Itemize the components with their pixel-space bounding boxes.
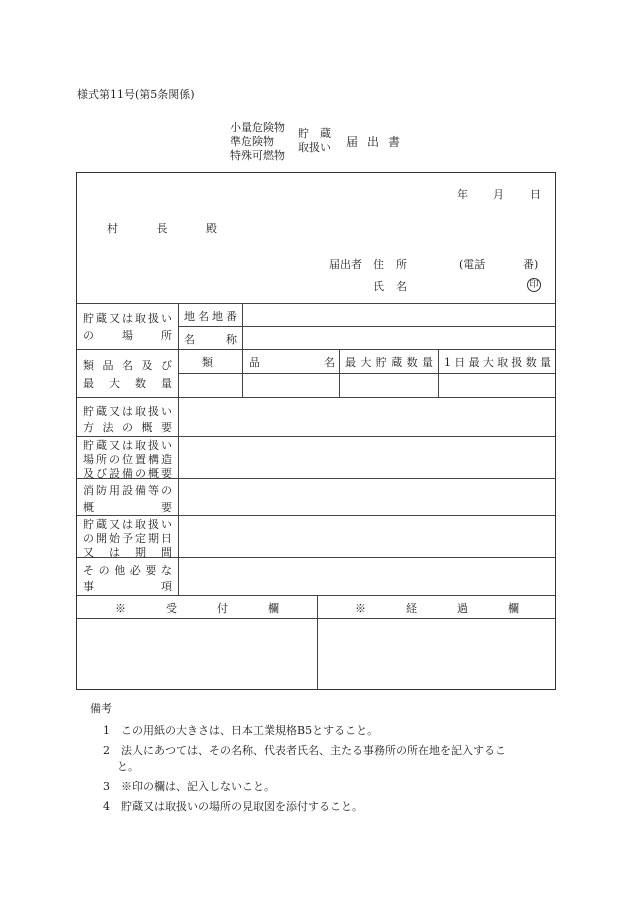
col-item-name: 品名 (249, 356, 335, 369)
phone-open: (電話 (459, 258, 486, 271)
note-2-text: 法人にあつては、その名称、代表者氏名、主たる事務所の所在地を記入するこ (121, 744, 506, 757)
notes-title: 備考 (90, 702, 112, 715)
date-year: 年 (457, 188, 468, 201)
addressee: 村長殿 (107, 222, 217, 235)
category-label-2: 最大数量 (83, 377, 172, 390)
place-name-label: 名称 (184, 333, 237, 346)
note-3 (103, 778, 275, 794)
date-month: 月 (493, 188, 504, 201)
col-type: 類 (202, 356, 213, 369)
action-storage: 貯 蔵 (298, 127, 331, 140)
note-1-text: この用紙の大きさは、日本工業規格B5とすること。 (121, 724, 379, 737)
document-title: 届出書 (346, 135, 410, 149)
applicant-label: 届出者 (329, 258, 362, 271)
action-handling: 取扱い (298, 141, 331, 154)
kind-small-quantity: 小量危険物 (230, 121, 285, 134)
method-label-1: 貯蔵又は取扱い (83, 405, 172, 418)
note-1-number: 1 (103, 724, 110, 737)
title-kinds (230, 121, 285, 163)
note-4 (103, 798, 363, 814)
note-2-number: 2 (103, 744, 110, 757)
name-label: 氏名 (373, 280, 407, 293)
category-label-1: 類品名及び (83, 359, 172, 372)
note-1 (103, 722, 378, 738)
form-table (76, 172, 556, 690)
fire-label-1: 消防用設備等の (83, 484, 172, 497)
structure-label-3: 及び設備の概要 (83, 467, 172, 480)
note-2-continuation: と。 (117, 760, 139, 773)
col-daily-max: 1日最大取扱数量 (444, 356, 551, 369)
note-2 (103, 742, 506, 758)
method-label-2: 方法の概要 (83, 421, 172, 434)
phone-close: 番) (523, 258, 539, 271)
date-day: 日 (530, 188, 541, 201)
structure-label-1: 貯蔵又は取扱い (83, 439, 172, 452)
note-3-number: 3 (103, 780, 110, 793)
progress-column: ※経過欄 (355, 602, 519, 615)
other-label-2: 事項 (83, 580, 172, 593)
note-4-number: 4 (103, 800, 110, 813)
fire-label-2: 概要 (83, 501, 172, 514)
other-label-1: その他必要な (83, 564, 172, 577)
note-4-text: 貯蔵又は取扱いの場所の見取図を添付すること。 (121, 800, 363, 813)
reception-column: ※受付欄 (115, 602, 279, 615)
title-action (298, 127, 331, 155)
structure-label-2: 場所の位置構造 (83, 453, 172, 466)
seal-mark: 印 (527, 277, 541, 292)
schedule-label-2: の開始予定期日 (83, 532, 172, 545)
location-label-1: 貯蔵又は取扱い (83, 312, 172, 325)
col-max-storage: 最大貯蔵数量 (345, 356, 433, 369)
lot-number-label: 地名地番 (184, 310, 237, 323)
location-label-2: の場所 (83, 329, 172, 342)
note-3-text: ※印の欄は、記入しないこと。 (121, 780, 275, 793)
kind-special-combustible: 特殊可燃物 (230, 149, 285, 162)
schedule-label-1: 貯蔵又は取扱い (83, 518, 172, 531)
schedule-label-3: 又は期間 (83, 546, 172, 559)
address-label: 住所 (373, 258, 407, 271)
form-number: 様式第11号(第5条関係) (77, 88, 195, 101)
kind-semi-hazardous: 準危険物 (230, 135, 274, 148)
